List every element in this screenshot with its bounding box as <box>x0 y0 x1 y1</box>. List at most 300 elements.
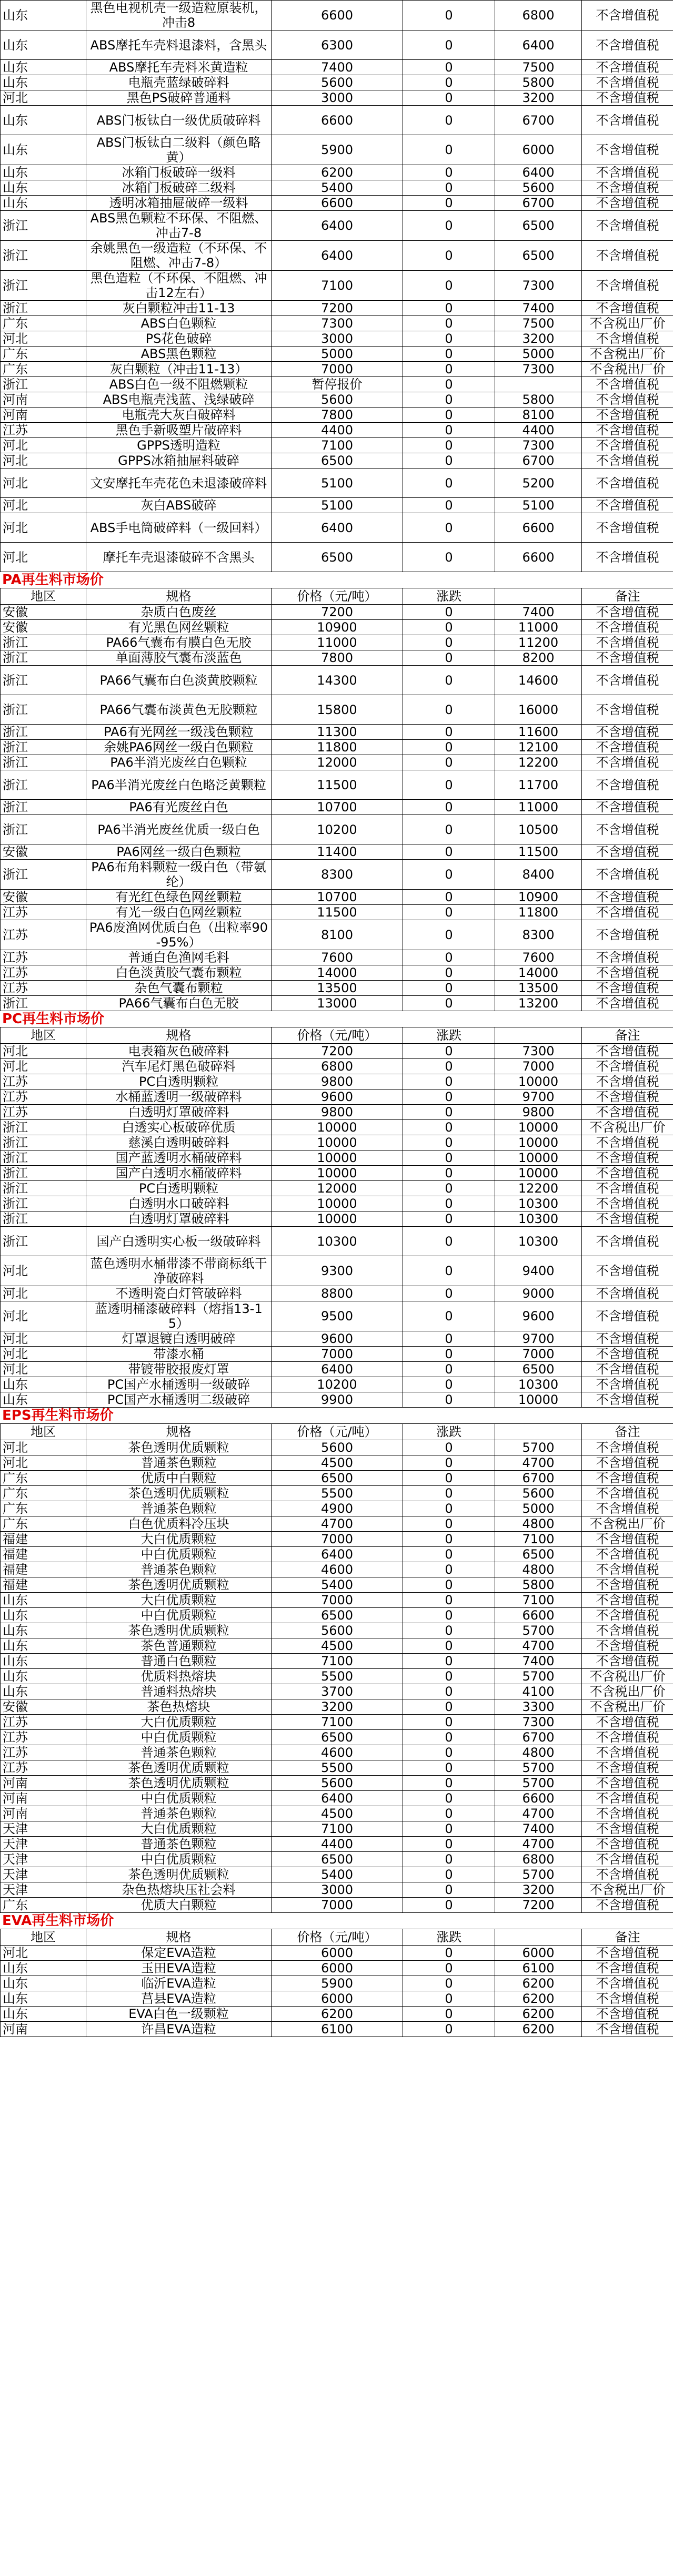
price-cell: 6400 <box>272 1362 403 1377</box>
spec-cell: 普通白色颗粒 <box>86 1654 272 1669</box>
region-cell: 天津 <box>1 1867 86 1882</box>
prev-price-cell: 5700 <box>495 1623 582 1638</box>
table-row <box>1 331 673 347</box>
spec-cell: 单面薄胶气囊布淡蓝色 <box>86 650 272 666</box>
spec-cell: 黑色电视机壳一级造粒原装机，冲击8 <box>86 1 272 30</box>
change-cell: 0 <box>403 2022 495 2037</box>
table-row <box>1 438 673 453</box>
region-cell: 浙江 <box>1 271 86 301</box>
price-cell: 10700 <box>272 890 403 905</box>
prev-price-cell: 6700 <box>495 196 582 211</box>
spec-cell: PA6网丝一级白色颗粒 <box>86 844 272 860</box>
prev-price-cell: 5000 <box>495 1501 582 1516</box>
table-row <box>1 1867 673 1882</box>
price-cell: 7100 <box>272 1821 403 1837</box>
price-cell: 5900 <box>272 1976 403 1991</box>
prev-price-cell: 8400 <box>495 860 582 890</box>
region-cell: 山东 <box>1 1638 86 1654</box>
price-cell: 5600 <box>272 1440 403 1455</box>
table-row <box>1 1135 673 1150</box>
spec-cell: 余姚PA6网丝一级白色颗粒 <box>86 740 272 755</box>
region-cell: 河南 <box>1 1776 86 1791</box>
change-cell: 0 <box>403 180 495 196</box>
spec-cell: GPPS冰箱抽屉料破碎 <box>86 453 272 469</box>
change-cell: 0 <box>403 1331 495 1347</box>
note-cell: 不含增值税 <box>582 408 673 423</box>
region-cell: 河南 <box>1 392 86 408</box>
spec-cell: PC国产水桶透明一级破碎 <box>86 1377 272 1392</box>
change-cell: 0 <box>403 1181 495 1196</box>
prev-price-cell: 7300 <box>495 438 582 453</box>
table-row <box>1 1991 673 2007</box>
prev-price-cell: 6000 <box>495 135 582 165</box>
prev-price-cell: 6800 <box>495 1852 582 1867</box>
note-cell: 不含增值税 <box>582 211 673 241</box>
table-row <box>1 1623 673 1638</box>
prev-price-cell: 5200 <box>495 469 582 498</box>
change-cell: 0 <box>403 1440 495 1455</box>
price-cell: 5500 <box>272 1486 403 1501</box>
spec-cell: PA66气囊布有膜白色无胶 <box>86 635 272 650</box>
change-cell: 0 <box>403 650 495 666</box>
prev-price-cell: 6500 <box>495 211 582 241</box>
table-row <box>1 1532 673 1547</box>
change-cell: 0 <box>403 635 495 650</box>
price-cell: 5600 <box>272 1776 403 1791</box>
note-cell: 不含增值税 <box>582 1593 673 1608</box>
note-cell: 不含增值税 <box>582 1347 673 1362</box>
price-cell: 5400 <box>272 180 403 196</box>
region-cell: 山东 <box>1 75 86 90</box>
spec-cell: 茶色透明优质颗粒 <box>86 1760 272 1776</box>
region-cell: 江苏 <box>1 1074 86 1090</box>
table-row <box>1 844 673 860</box>
region-cell: 山东 <box>1 1593 86 1608</box>
price-cell: 7000 <box>272 1347 403 1362</box>
change-cell: 0 <box>403 362 495 377</box>
region-cell: 广东 <box>1 1471 86 1486</box>
price-section <box>0 1011 673 1408</box>
table-row <box>1 1715 673 1730</box>
prev-price-cell: 12200 <box>495 1181 582 1196</box>
spec-cell: PC白透明颗粒 <box>86 1074 272 1090</box>
note-cell: 不含增值税 <box>582 844 673 860</box>
price-cell: 15800 <box>272 695 403 725</box>
prev-price-cell: 7100 <box>495 1532 582 1547</box>
region-cell: 山东 <box>1 1608 86 1623</box>
table-row <box>1 165 673 180</box>
section-title: PC再生料市场价 <box>2 1011 105 1027</box>
table-row <box>1 271 673 301</box>
change-cell: 0 <box>403 196 495 211</box>
spec-cell: 文安摩托车壳花色未退漆破碎料 <box>86 469 272 498</box>
spec-cell: ABS门板钛白二级料（颜色略黄） <box>86 135 272 165</box>
prev-price-cell: 6600 <box>495 1791 582 1806</box>
change-cell: 0 <box>403 1867 495 1882</box>
prev-price-cell: 6100 <box>495 1961 582 1976</box>
spec-cell: PA6布角料颗粒一级白色（带氨纶） <box>86 860 272 890</box>
region-cell: 广东 <box>1 1501 86 1516</box>
table-row <box>1 1837 673 1852</box>
change-cell: 0 <box>403 331 495 347</box>
region-cell: 河北 <box>1 453 86 469</box>
price-cell: 13000 <box>272 996 403 1011</box>
note-cell: 不含增值税 <box>582 1715 673 1730</box>
region-cell: 山东 <box>1 30 86 60</box>
price-cell: 5400 <box>272 1577 403 1593</box>
spec-cell: PA6半消光废丝白色略泛黄颗粒 <box>86 770 272 800</box>
price-cell: 10900 <box>272 620 403 635</box>
change-cell: 0 <box>403 271 495 301</box>
spec-cell: 玉田EVA造粒 <box>86 1961 272 1976</box>
region-cell: 江苏 <box>1 1730 86 1745</box>
header-change-cell: 涨跌 <box>403 588 495 605</box>
note-cell: 不含增值税 <box>582 1791 673 1806</box>
spec-cell: 普通白色渔网毛料 <box>86 950 272 965</box>
prev-price-cell: 4100 <box>495 1684 582 1699</box>
prev-price-cell: 4800 <box>495 1745 582 1760</box>
note-cell: 不含增值税 <box>582 1286 673 1301</box>
header-note-cell: 备注 <box>582 1027 673 1044</box>
note-cell: 不含增值税 <box>582 1623 673 1638</box>
change-cell: 0 <box>403 1684 495 1699</box>
note-cell: 不含增值税 <box>582 605 673 620</box>
note-cell: 不含增值税 <box>582 1392 673 1408</box>
region-cell: 浙江 <box>1 725 86 740</box>
spec-cell: EVA白色一级颗粒 <box>86 2007 272 2022</box>
prev-price-cell: 11700 <box>495 770 582 800</box>
price-cell: 6500 <box>272 453 403 469</box>
price-cell: 9900 <box>272 1392 403 1408</box>
table-row <box>1 1946 673 1961</box>
price-cell: 4400 <box>272 1837 403 1852</box>
note-cell: 不含增值税 <box>582 1821 673 1837</box>
note-cell: 不含增值税 <box>582 165 673 180</box>
region-cell: 山东 <box>1 1669 86 1684</box>
region-cell: 江苏 <box>1 1105 86 1120</box>
change-cell: 0 <box>403 1898 495 1913</box>
spec-cell: ABS电瓶壳浅蓝、浅绿破碎 <box>86 392 272 408</box>
prev-price-cell: 6200 <box>495 1976 582 1991</box>
region-cell: 浙江 <box>1 301 86 316</box>
spec-cell: 灰白颗粒（冲击11-13） <box>86 362 272 377</box>
table-row <box>1 135 673 165</box>
change-cell: 0 <box>403 725 495 740</box>
price-cell: 4400 <box>272 423 403 438</box>
section-title: PA再生料市场价 <box>2 572 104 588</box>
prev-price-cell: 5700 <box>495 1440 582 1455</box>
spec-cell: 普通茶色颗粒 <box>86 1501 272 1516</box>
table-row <box>1 920 673 950</box>
spec-cell: GPPS透明造粒 <box>86 438 272 453</box>
change-cell: 0 <box>403 1806 495 1821</box>
prev-price-cell: 7300 <box>495 271 582 301</box>
price-section <box>0 1408 673 1913</box>
note-cell: 不含增值税 <box>582 1961 673 1976</box>
change-cell: 0 <box>403 1105 495 1120</box>
table-row <box>1 620 673 635</box>
spec-cell: 有光黑色网丝颗粒 <box>86 620 272 635</box>
table-row <box>1 1120 673 1135</box>
spec-cell: ABS白色颗粒 <box>86 316 272 331</box>
spec-cell: 普通茶色颗粒 <box>86 1806 272 1821</box>
price-cell: 10000 <box>272 1196 403 1211</box>
spec-cell: 中白优质颗粒 <box>86 1852 272 1867</box>
change-cell: 0 <box>403 1638 495 1654</box>
region-cell: 浙江 <box>1 1181 86 1196</box>
table-row <box>1 695 673 725</box>
change-cell: 0 <box>403 377 495 392</box>
price-cell: 3000 <box>272 90 403 106</box>
change-cell: 0 <box>403 1347 495 1362</box>
region-cell: 浙江 <box>1 1227 86 1256</box>
price-cell: 8300 <box>272 860 403 890</box>
price-cell: 4500 <box>272 1638 403 1654</box>
note-cell: 不含增值税 <box>582 1991 673 2007</box>
spec-cell: 国产蓝透明水桶破碎料 <box>86 1150 272 1166</box>
note-cell: 不含增值税 <box>582 1256 673 1286</box>
prev-price-cell: 7400 <box>495 605 582 620</box>
region-cell: 浙江 <box>1 860 86 890</box>
price-cell: 9500 <box>272 1301 403 1331</box>
table-row <box>1 605 673 620</box>
prev-price-cell: 10000 <box>495 1074 582 1090</box>
change-cell: 0 <box>403 860 495 890</box>
region-cell: 安徽 <box>1 620 86 635</box>
spec-cell: 带漆水桶 <box>86 1347 272 1362</box>
note-cell: 不含增值税 <box>582 196 673 211</box>
table-row <box>1 1669 673 1684</box>
table-row <box>1 1730 673 1745</box>
region-cell: 天津 <box>1 1821 86 1837</box>
change-cell: 0 <box>403 1654 495 1669</box>
region-cell: 广东 <box>1 347 86 362</box>
region-cell: 河北 <box>1 1044 86 1059</box>
spec-cell: 保定EVA造粒 <box>86 1946 272 1961</box>
change-cell: 0 <box>403 1135 495 1150</box>
header-price-cell: 价格（元/吨） <box>272 1929 403 1946</box>
spec-cell: 白透实心板破碎优质 <box>86 1120 272 1135</box>
region-cell: 江苏 <box>1 1090 86 1105</box>
prev-price-cell: 5600 <box>495 1486 582 1501</box>
change-cell: 0 <box>403 755 495 770</box>
table-row <box>1 981 673 996</box>
price-cell: 暂停报价 <box>272 377 403 392</box>
note-cell: 不含税出厂价 <box>582 347 673 362</box>
prev-price-cell: 10300 <box>495 1196 582 1211</box>
prev-price-cell: 3200 <box>495 90 582 106</box>
prev-price-cell: 3200 <box>495 1882 582 1898</box>
price-cell: 6000 <box>272 1946 403 1961</box>
note-cell: 不含增值税 <box>582 1166 673 1181</box>
region-cell: 浙江 <box>1 1196 86 1211</box>
price-cell: 5600 <box>272 1623 403 1638</box>
change-cell: 0 <box>403 498 495 513</box>
table-row <box>1 1392 673 1408</box>
price-table <box>0 1929 673 2037</box>
note-cell: 不含增值税 <box>582 920 673 950</box>
price-cell: 5400 <box>272 1867 403 1882</box>
spec-cell: 透明冰箱抽屉破碎一级料 <box>86 196 272 211</box>
change-cell: 0 <box>403 1211 495 1227</box>
spec-cell: ABS手电筒破碎料（一级回料） <box>86 513 272 543</box>
table-row <box>1 860 673 890</box>
region-cell: 广东 <box>1 1516 86 1532</box>
spec-cell: PA6半消光废丝白色颗粒 <box>86 755 272 770</box>
region-cell: 江苏 <box>1 423 86 438</box>
note-cell: 不含增值税 <box>582 1867 673 1882</box>
region-cell: 浙江 <box>1 1211 86 1227</box>
table-row <box>1 755 673 770</box>
region-cell: 河北 <box>1 513 86 543</box>
prev-price-cell: 7000 <box>495 1059 582 1074</box>
table-row <box>1 635 673 650</box>
region-cell: 河南 <box>1 1806 86 1821</box>
header-note-cell: 备注 <box>582 1929 673 1946</box>
prev-price-cell: 5700 <box>495 1760 582 1776</box>
spec-cell: 有光红色绿色网丝颗粒 <box>86 890 272 905</box>
note-cell: 不含增值税 <box>582 1044 673 1059</box>
region-cell: 山东 <box>1 106 86 135</box>
note-cell: 不含增值税 <box>582 1976 673 1991</box>
spec-cell: ABS摩托车壳料米黄造粒 <box>86 60 272 75</box>
table-row <box>1 1331 673 1347</box>
header-spec-cell: 规格 <box>86 1929 272 1946</box>
region-cell: 河北 <box>1 1059 86 1074</box>
region-cell: 山东 <box>1 135 86 165</box>
price-cell: 10000 <box>272 1120 403 1135</box>
spec-cell: 大白优质颗粒 <box>86 1821 272 1837</box>
spec-cell: 蓝透明桶漆破碎料（熔指13-15） <box>86 1301 272 1331</box>
table-row <box>1 1455 673 1471</box>
price-cell: 4600 <box>272 1562 403 1577</box>
table-row <box>1 1776 673 1791</box>
prev-price-cell: 10000 <box>495 1135 582 1150</box>
region-cell: 河北 <box>1 498 86 513</box>
table-row <box>1 1699 673 1715</box>
note-cell: 不含增值税 <box>582 1181 673 1196</box>
price-cell: 11400 <box>272 844 403 860</box>
prev-price-cell: 5700 <box>495 1867 582 1882</box>
spec-cell: 白透明灯罩破碎料 <box>86 1211 272 1227</box>
change-cell: 0 <box>403 1455 495 1471</box>
note-cell: 不含增值税 <box>582 271 673 301</box>
region-cell: 福建 <box>1 1562 86 1577</box>
change-cell: 0 <box>403 1196 495 1211</box>
note-cell: 不含增值税 <box>582 241 673 271</box>
note-cell: 不含增值税 <box>582 2007 673 2022</box>
prev-price-cell: 5700 <box>495 1776 582 1791</box>
spec-cell: 灰白ABS破碎 <box>86 498 272 513</box>
table-row <box>1 392 673 408</box>
price-cell: 4600 <box>272 1745 403 1760</box>
prev-price-cell: 9400 <box>495 1256 582 1286</box>
spec-cell: 优质大白颗粒 <box>86 1898 272 1913</box>
spec-cell: 大白优质颗粒 <box>86 1593 272 1608</box>
prev-price-cell: 4700 <box>495 1455 582 1471</box>
note-cell: 不含增值税 <box>582 1730 673 1745</box>
price-cell: 7200 <box>272 605 403 620</box>
table-row <box>1 1211 673 1227</box>
price-cell: 6500 <box>272 1730 403 1745</box>
spec-cell: 灯罩退镀白透明破碎 <box>86 1331 272 1347</box>
note-cell: 不含增值税 <box>582 1760 673 1776</box>
spec-cell: 冰箱门板破碎一级料 <box>86 165 272 180</box>
price-cell: 10000 <box>272 1166 403 1181</box>
prev-price-cell: 9000 <box>495 1286 582 1301</box>
table-row <box>1 1898 673 1913</box>
table-row <box>1 815 673 844</box>
price-cell: 11300 <box>272 725 403 740</box>
note-cell: 不含增值税 <box>582 1074 673 1090</box>
prev-price-cell: 10300 <box>495 1211 582 1227</box>
price-cell: 5000 <box>272 347 403 362</box>
note-cell: 不含增值税 <box>582 635 673 650</box>
change-cell: 0 <box>403 695 495 725</box>
spec-cell: 带镀带胶报废灯罩 <box>86 1362 272 1377</box>
prev-price-cell: 7600 <box>495 950 582 965</box>
spec-cell: 余姚黑色一级造粒（不环保、不阻燃、冲击7-8） <box>86 241 272 271</box>
table-row <box>1 965 673 981</box>
table-row <box>1 1362 673 1377</box>
table-row <box>1 301 673 316</box>
prev-price-cell: 6200 <box>495 1991 582 2007</box>
note-cell: 不含增值税 <box>582 905 673 920</box>
spec-cell: 摩托车壳退漆破碎不含黑头 <box>86 543 272 572</box>
price-cell: 3200 <box>272 1699 403 1715</box>
prev-price-cell: 8300 <box>495 920 582 950</box>
price-cell: 7600 <box>272 950 403 965</box>
price-cell: 7000 <box>272 1532 403 1547</box>
region-cell: 河北 <box>1 438 86 453</box>
change-cell: 0 <box>403 469 495 498</box>
spec-cell: PA66气囊布白色无胶 <box>86 996 272 1011</box>
region-cell: 安徽 <box>1 890 86 905</box>
table-row <box>1 1638 673 1654</box>
change-cell: 0 <box>403 1593 495 1608</box>
change-cell: 0 <box>403 106 495 135</box>
change-cell: 0 <box>403 241 495 271</box>
change-cell: 0 <box>403 1044 495 1059</box>
region-cell: 山东 <box>1 196 86 211</box>
table-row <box>1 1196 673 1211</box>
price-cell: 14000 <box>272 965 403 981</box>
spec-cell: ABS门板钛白一级优质破碎料 <box>86 106 272 135</box>
note-cell: 不含增值税 <box>582 890 673 905</box>
spec-cell: 黑色PS破碎普通料 <box>86 90 272 106</box>
region-cell: 江苏 <box>1 981 86 996</box>
prev-price-cell: 6500 <box>495 1547 582 1562</box>
prev-price-cell: 7400 <box>495 1821 582 1837</box>
note-cell: 不含增值税 <box>582 1608 673 1623</box>
header-region-cell: 地区 <box>1 1424 86 1440</box>
prev-price-cell: 6000 <box>495 1946 582 1961</box>
change-cell: 0 <box>403 438 495 453</box>
prev-price-cell: 9700 <box>495 1331 582 1347</box>
note-cell: 不含增值税 <box>582 981 673 996</box>
table-row <box>1 1577 673 1593</box>
header-prev-price-cell <box>495 1027 582 1044</box>
spec-cell: 水桶蓝透明一级破碎料 <box>86 1090 272 1105</box>
table-row <box>1 1821 673 1837</box>
price-cell: 6400 <box>272 1547 403 1562</box>
price-cell: 7800 <box>272 408 403 423</box>
table-row <box>1 362 673 377</box>
region-cell: 江苏 <box>1 905 86 920</box>
change-cell: 0 <box>403 1532 495 1547</box>
price-cell: 5600 <box>272 75 403 90</box>
spec-cell: 白色淡黄胶气囊布颗粒 <box>86 965 272 981</box>
